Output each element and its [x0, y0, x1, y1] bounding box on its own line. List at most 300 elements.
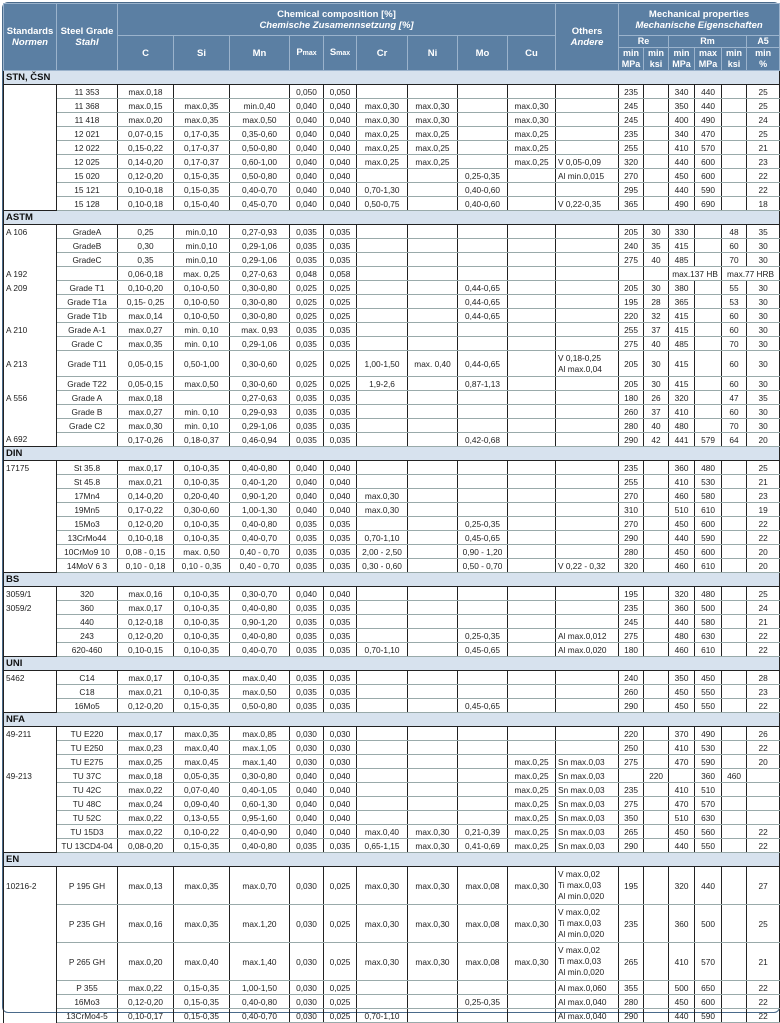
cell-mn: 0,27-0,63 [230, 391, 290, 405]
cell-rm-ksi [722, 995, 747, 1009]
cell-rm-min: 350 [669, 99, 695, 113]
cell-mo [458, 981, 508, 995]
cell-others: Al max.0,040 [556, 1009, 619, 1023]
cell-si: 0,50-1,00 [174, 351, 230, 377]
cell-mn: max.1,05 [230, 741, 290, 755]
cell-rm-min: 410 [669, 405, 695, 419]
cell-rm-ksi [722, 113, 747, 127]
cell-ni [408, 309, 458, 323]
steel-grade-header: Steel Grade Stahl [57, 4, 118, 71]
cell-re-ksi [644, 943, 669, 981]
cell-rm-min: 460 [669, 489, 695, 503]
cell-re-ksi [644, 545, 669, 559]
cell-c: 0,17-0,26 [118, 433, 174, 447]
section-title: BS [4, 573, 780, 587]
cell-rm-max: 600 [695, 545, 722, 559]
cell-rm-ksi [722, 629, 747, 643]
cell-c: 0,12-0,20 [118, 629, 174, 643]
table-row [4, 253, 780, 267]
table-row [4, 755, 780, 769]
cell-s-max: 0,035 [324, 391, 357, 405]
cell-s-max: 0,035 [324, 629, 357, 643]
cell-mo [458, 503, 508, 517]
table-row [4, 433, 780, 447]
cell-cu [508, 323, 556, 337]
cell-cr [357, 981, 408, 995]
cell-standard [4, 489, 57, 503]
cell-a5: 21 [747, 141, 780, 155]
cell-rm-ksi [722, 685, 747, 699]
cell-p-max: 0,040 [290, 489, 324, 503]
cell-cu [508, 85, 556, 99]
cell-re-min: 280 [619, 419, 644, 433]
cell-s-max: 0,025 [324, 295, 357, 309]
cell-rm-min [669, 769, 695, 783]
cell-cu [508, 197, 556, 211]
cell-re-ksi [644, 601, 669, 615]
cell-a5: 20 [747, 559, 780, 573]
cell-si: max.0,40 [174, 943, 230, 981]
cell-rm-ksi [722, 755, 747, 769]
cell-grade: Grade T22 [57, 377, 118, 391]
cell-s-max: 0,025 [324, 1009, 357, 1023]
col-ni: Ni [408, 36, 458, 71]
cell-cu [508, 545, 556, 559]
cell-a5 [747, 797, 780, 811]
cell-c: max.0,18 [118, 769, 174, 783]
cell-s-max: 0,025 [324, 867, 357, 905]
cell-standard [4, 239, 57, 253]
col-rm: Rm [669, 36, 747, 48]
cell-mn: 0,40-1,20 [230, 475, 290, 489]
table-row [4, 699, 780, 713]
cell-rm-max: 590 [695, 755, 722, 769]
cell-si: 0,30-0,60 [174, 503, 230, 517]
cell-re-min: 255 [619, 323, 644, 337]
cell-s-max: 0,035 [324, 337, 357, 351]
cell-re-min: 290 [619, 433, 644, 447]
cell-re-ksi [644, 99, 669, 113]
cell-p-max: 0,035 [290, 323, 324, 337]
cell-mn: 0,40-0,80 [230, 517, 290, 531]
cell-rm-min: 410 [669, 475, 695, 489]
cell-standard [4, 559, 57, 573]
cell-mn: 0,30-0,80 [230, 769, 290, 783]
table-row [4, 825, 780, 839]
cell-p-max: 0,035 [290, 545, 324, 559]
cell-p-max: 0,035 [290, 839, 324, 853]
cell-standard [4, 127, 57, 141]
cell-cr [357, 323, 408, 337]
cell-si: 0,15-0,35 [174, 995, 230, 1009]
cell-rm-ksi [722, 461, 747, 475]
cell-ni [408, 995, 458, 1009]
cell-a5: 19 [747, 503, 780, 517]
cell-standard: A 213 [4, 351, 57, 377]
cell-grade: Grade T1 [57, 281, 118, 295]
cell-cr: max.0,30 [357, 489, 408, 503]
cell-grade: 15 121 [57, 183, 118, 197]
cell-rm-max: 480 [695, 461, 722, 475]
cell-p-max: 0,035 [290, 615, 324, 629]
cell-a5: 26 [747, 727, 780, 741]
cell-grade: 243 [57, 629, 118, 643]
cell-standard: 10216-2 [4, 867, 57, 905]
table-row [4, 197, 780, 211]
cell-mo: max.0,08 [458, 943, 508, 981]
cell-ni [408, 169, 458, 183]
cell-re-min: 275 [619, 253, 644, 267]
cell-si: max.0,35 [174, 727, 230, 741]
cell-rm-max: 440 [695, 99, 722, 113]
cell-ni [408, 323, 458, 337]
cell-ni [408, 461, 458, 475]
cell-re-min: 235 [619, 601, 644, 615]
cell-rm-min: 450 [669, 995, 695, 1009]
cell-c: 0,35 [118, 253, 174, 267]
cell-rm-max: 490 [695, 727, 722, 741]
cell-s-max: 0,035 [324, 601, 357, 615]
table-row [4, 517, 780, 531]
cell-mn: 0,45-0,70 [230, 197, 290, 211]
cell-re-min: 180 [619, 643, 644, 657]
cell-s-max: 0,035 [324, 419, 357, 433]
cell-standard [4, 699, 57, 713]
cell-grade: 440 [57, 615, 118, 629]
table-row [4, 811, 780, 825]
cell-si: max.0,40 [174, 741, 230, 755]
table-row [4, 85, 780, 99]
cell-re-ksi [644, 141, 669, 155]
cell-mo [458, 405, 508, 419]
cell-ni [408, 559, 458, 573]
cell-a5: 22 [747, 183, 780, 197]
cell-grade: 11 353 [57, 85, 118, 99]
cell-others [556, 615, 619, 629]
cell-cu: max.0,25 [508, 783, 556, 797]
cell-ni [408, 475, 458, 489]
cell-rm-min: 415 [669, 323, 695, 337]
cell-re-min: 195 [619, 295, 644, 309]
col-p: Pmax [290, 36, 324, 71]
cell-standard [4, 197, 57, 211]
table-row [4, 601, 780, 615]
cell-s-max: 0,040 [324, 587, 357, 601]
cell-grade: Grade T1b [57, 309, 118, 323]
cell-rm-max: 590 [695, 531, 722, 545]
cell-c: max.0,25 [118, 755, 174, 769]
cell-c: max.0,17 [118, 461, 174, 475]
cell-cu [508, 601, 556, 615]
cell-mn: 0,30-0,70 [230, 587, 290, 601]
table-row [4, 239, 780, 253]
cell-mn: 0,90-1,20 [230, 615, 290, 629]
cell-si: 0,15-0,35 [174, 169, 230, 183]
cell-grade: 320 [57, 587, 118, 601]
cell-re-ksi: 35 [644, 239, 669, 253]
cell-rm-min: 450 [669, 517, 695, 531]
cell-re-ksi: 30 [644, 225, 669, 239]
cell-re-ksi [644, 981, 669, 995]
cell-c: max.0,14 [118, 309, 174, 323]
cell-cu [508, 405, 556, 419]
cell-c: max.0,20 [118, 943, 174, 981]
cell-cu [508, 295, 556, 309]
cell-rm-ksi [722, 601, 747, 615]
cell-mn: 0,50-0,80 [230, 141, 290, 155]
cell-re-min: 245 [619, 99, 644, 113]
cell-standard [4, 169, 57, 183]
cell-s-max: 0,040 [324, 825, 357, 839]
cell-re-ksi [644, 1009, 669, 1023]
cell-cr [357, 769, 408, 783]
cell-si: 0,15-0,35 [174, 839, 230, 853]
cell-p-max: 0,040 [290, 503, 324, 517]
cell-rm-min: 370 [669, 727, 695, 741]
cell-si: max. 0,25 [174, 267, 230, 281]
cell-rm-min: 415 [669, 309, 695, 323]
cell-ni [408, 377, 458, 391]
cell-p-max: 0,035 [290, 337, 324, 351]
cell-grade: 10CrMo9 10 [57, 545, 118, 559]
cell-s-max: 0,025 [324, 281, 357, 295]
cell-p-max: 0,035 [290, 671, 324, 685]
cell-mo: 0,40-0,60 [458, 183, 508, 197]
cell-others [556, 475, 619, 489]
cell-re-ksi [644, 825, 669, 839]
cell-si: 0,10-0,35 [174, 517, 230, 531]
cell-cr [357, 995, 408, 1009]
cell-si: 0,20-0,40 [174, 489, 230, 503]
cell-standard [4, 685, 57, 699]
cell-rm-ksi [722, 183, 747, 197]
cell-mo [458, 601, 508, 615]
cell-cu [508, 741, 556, 755]
cell-c: max.0,30 [118, 419, 174, 433]
cell-rm-ksi [722, 839, 747, 853]
cell-rm-min: 320 [669, 391, 695, 405]
cell-rm-min: 415 [669, 377, 695, 391]
cell-re-min: 220 [619, 727, 644, 741]
cell-grade: 19Mn5 [57, 503, 118, 517]
cell-c: 0,07-0,15 [118, 127, 174, 141]
cell-re-ksi [644, 267, 669, 281]
standards-header: Standards Normen [4, 4, 57, 71]
cell-mn: 0,60-1,00 [230, 155, 290, 169]
cell-p-max: 0,030 [290, 755, 324, 769]
cell-mo [458, 141, 508, 155]
cell-a5: 30 [747, 337, 780, 351]
cell-others [556, 671, 619, 685]
cell-p-max: 0,035 [290, 391, 324, 405]
cell-a5 [747, 783, 780, 797]
cell-cr [357, 615, 408, 629]
cell-re-ksi [644, 461, 669, 475]
cell-ni: max.0,30 [408, 905, 458, 943]
cell-ni [408, 85, 458, 99]
cell-ni: max.0,25 [408, 141, 458, 155]
cell-rm-ksi [722, 825, 747, 839]
cell-rm-ksi [722, 797, 747, 811]
cell-mn: 0,40-0,70 [230, 531, 290, 545]
cell-standard: 3059/2 [4, 601, 57, 615]
cell-p-max: 0,040 [290, 783, 324, 797]
cell-mn: 0,40 - 0,70 [230, 545, 290, 559]
cell-rm-max: 610 [695, 643, 722, 657]
cell-si: 0,10-0,35 [174, 643, 230, 657]
cell-re-min: 235 [619, 127, 644, 141]
cell-re-min: 180 [619, 391, 644, 405]
cell-grade: 12 025 [57, 155, 118, 169]
cell-a5: 28 [747, 671, 780, 685]
cell-cr [357, 727, 408, 741]
col-mo: Mo [458, 36, 508, 71]
cell-si: max.0,35 [174, 905, 230, 943]
table-row [4, 797, 780, 811]
cell-c: 0,14-0,20 [118, 155, 174, 169]
cell-grade: 15 128 [57, 197, 118, 211]
cell-rm-max: 650 [695, 981, 722, 995]
cell-re-min: 290 [619, 699, 644, 713]
cell-p-max: 0,040 [290, 825, 324, 839]
cell-cr [357, 671, 408, 685]
cell-others [556, 267, 619, 281]
cell-others [556, 323, 619, 337]
cell-rm-min: 440 [669, 183, 695, 197]
cell-mn: 0,40-0,80 [230, 995, 290, 1009]
cell-cu: max.0,25 [508, 155, 556, 169]
cell-p-max: 0,040 [290, 475, 324, 489]
table-row [4, 981, 780, 995]
cell-others: V 0,22-0,35 [556, 197, 619, 211]
cell-cu [508, 517, 556, 531]
cell-cr [357, 433, 408, 447]
cell-others: Sn max.0,03 [556, 797, 619, 811]
cell-p-max: 0,030 [290, 727, 324, 741]
cell-p-max: 0,040 [290, 183, 324, 197]
cell-rm-ksi [722, 741, 747, 755]
cell-si: 0,10-0,35 [174, 461, 230, 475]
col-mn: Mn [230, 36, 290, 71]
cell-standard: A 192 [4, 267, 57, 281]
cell-mo [458, 769, 508, 783]
cell-re-ksi [644, 699, 669, 713]
cell-a5: 22 [747, 981, 780, 995]
cell-re-min: 290 [619, 1009, 644, 1023]
cell-cu [508, 1009, 556, 1023]
cell-si: 0,10-0,35 [174, 531, 230, 545]
cell-rm-min: 460 [669, 643, 695, 657]
cell-cr: 0,70-1,10 [357, 1009, 408, 1023]
cell-cu: max.0,25 [508, 811, 556, 825]
cell-ni [408, 797, 458, 811]
cell-re-ksi: 40 [644, 253, 669, 267]
cell-a5: 35 [747, 225, 780, 239]
cell-rm-ksi [722, 141, 747, 155]
cell-others [556, 309, 619, 323]
cell-re-ksi [644, 741, 669, 755]
cell-cu [508, 699, 556, 713]
cell-grade: GradeC [57, 253, 118, 267]
cell-mn: 0,29-0,93 [230, 405, 290, 419]
cell-standard: A 556 [4, 391, 57, 405]
cell-rm-max [695, 253, 722, 267]
cell-mo [458, 685, 508, 699]
cell-others [556, 545, 619, 559]
cell-re-min: 240 [619, 671, 644, 685]
cell-cr [357, 309, 408, 323]
cell-others: V 0,22 - 0,32 [556, 559, 619, 573]
cell-cr: max.0,30 [357, 867, 408, 905]
cell-cu [508, 377, 556, 391]
cell-s-max: 0,035 [324, 699, 357, 713]
cell-p-max: 0,040 [290, 127, 324, 141]
cell-p-max: 0,040 [290, 169, 324, 183]
cell-a5: 23 [747, 489, 780, 503]
cell-ni [408, 685, 458, 699]
cell-standard: 3059/1 [4, 587, 57, 601]
cell-re-min: 270 [619, 169, 644, 183]
cell-rm-min: 360 [669, 461, 695, 475]
cell-grade: Grade C2 [57, 419, 118, 433]
cell-cr: 2,00 - 2,50 [357, 545, 408, 559]
cell-si: max. 0,50 [174, 545, 230, 559]
cell-ni [408, 433, 458, 447]
cell-standard [4, 503, 57, 517]
cell-rm-ksi [722, 783, 747, 797]
cell-rm-ksi [722, 475, 747, 489]
cell-grade: Grade T11 [57, 351, 118, 377]
cell-mo [458, 419, 508, 433]
cell-grade: TU E275 [57, 755, 118, 769]
cell-p-max: 0,030 [290, 943, 324, 981]
cell-standard [4, 183, 57, 197]
cell-si: 0,05-0,35 [174, 769, 230, 783]
cell-mo: 0,40-0,60 [458, 197, 508, 211]
cell-re-min: 320 [619, 559, 644, 573]
cell-mn: 0,90-1,20 [230, 489, 290, 503]
table-row [4, 461, 780, 475]
cell-rm-max: 570 [695, 141, 722, 155]
cell-others [556, 281, 619, 295]
cell-a5: 23 [747, 155, 780, 169]
cell-rm-max: 630 [695, 811, 722, 825]
cell-cu [508, 337, 556, 351]
cell-rm-max: 610 [695, 503, 722, 517]
cell-others: Al min.0,015 [556, 169, 619, 183]
cell-others: V 0,05-0,09 [556, 155, 619, 169]
cell-re-min: 235 [619, 85, 644, 99]
cell-cu: max.0,30 [508, 943, 556, 981]
cell-cu [508, 267, 556, 281]
table-row [4, 503, 780, 517]
cell-si: 0,10-0,35 [174, 615, 230, 629]
cell-c: 0,12-0,20 [118, 517, 174, 531]
cell-re-min: 295 [619, 183, 644, 197]
cell-rm-ksi: 60 [722, 239, 747, 253]
cell-mn: max. 0,93 [230, 323, 290, 337]
cell-si: 0,10-0,50 [174, 309, 230, 323]
cell-cr [357, 169, 408, 183]
cell-cu [508, 531, 556, 545]
cell-rm-ksi [722, 867, 747, 905]
cell-rm-ksi [722, 545, 747, 559]
cell-s-max: 0,035 [324, 545, 357, 559]
cell-cu: max.0,25 [508, 797, 556, 811]
cell-p-max: 0,040 [290, 461, 324, 475]
table-row [4, 309, 780, 323]
cell-si: min. 0,10 [174, 337, 230, 351]
